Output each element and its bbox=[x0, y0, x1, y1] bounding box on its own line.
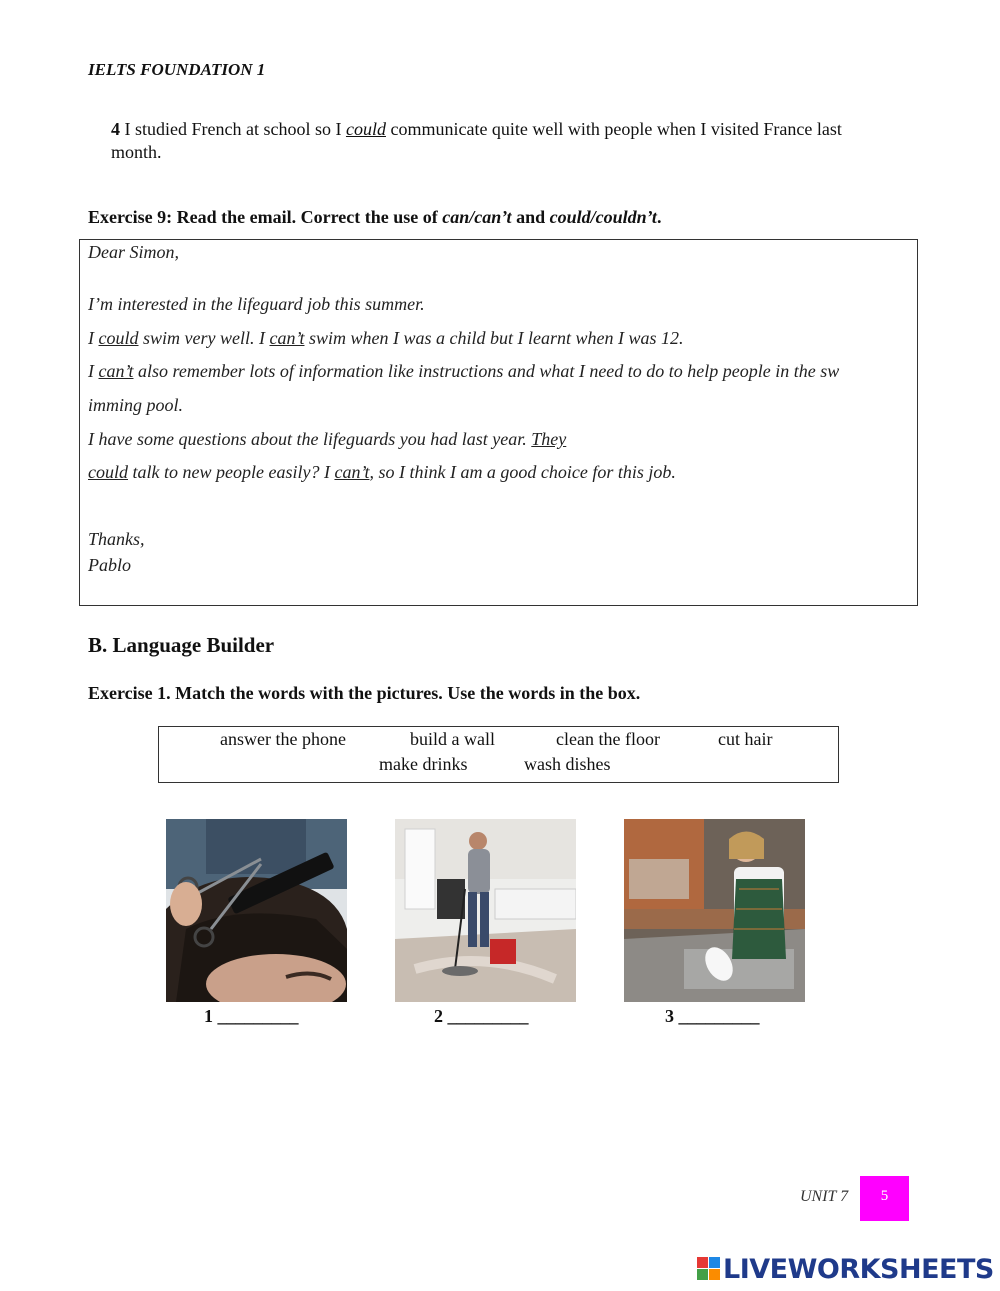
dishwashing-photo bbox=[624, 819, 805, 1002]
email-thanks: Thanks, bbox=[88, 529, 145, 549]
email-signoff: Pablo bbox=[88, 555, 131, 575]
document-header: IELTS FOUNDATION 1 bbox=[88, 60, 266, 79]
email-greeting: Dear Simon, bbox=[88, 242, 179, 262]
haircut-photo bbox=[166, 819, 347, 1002]
picture-label-3: 3 _________ bbox=[665, 1006, 760, 1026]
email-line-5: I have some questions about the lifeguards you had last year. They bbox=[88, 429, 567, 449]
mopping-photo bbox=[395, 819, 576, 1002]
word-option: clean the floor bbox=[556, 729, 660, 749]
logo-icon bbox=[697, 1256, 721, 1282]
section-b-title: B. Language Builder bbox=[88, 633, 275, 657]
item-modal: could bbox=[345, 119, 386, 139]
exercise-9-instruction: Exercise 9: Read the email. Correct the use of can/can’t and could/couldn’t. bbox=[88, 207, 662, 227]
error-word[interactable]: can’t bbox=[269, 328, 305, 348]
unit-label: UNIT 7 bbox=[800, 1188, 849, 1205]
brand-name: LIVEWORKSHEETS bbox=[723, 1253, 994, 1285]
email-line-6: could talk to new people easily? I can’t, so I think I am a good choice for this job. bbox=[88, 462, 676, 482]
picture-label-2: 2 _________ bbox=[434, 1006, 529, 1026]
exercise-1-instruction: Exercise 1. Match the words with the pictures. Use the words in the box. bbox=[88, 683, 641, 703]
word-option: answer the phone bbox=[220, 729, 346, 749]
liveworksheets-logo[interactable] bbox=[697, 1252, 994, 1286]
email-line-1: I’m interested in the lifeguard job this summer. bbox=[88, 294, 425, 314]
item-number: 4 bbox=[111, 119, 120, 139]
email-box bbox=[79, 239, 918, 606]
page-number-box: 5 bbox=[860, 1176, 909, 1221]
item-text-after: communicate quite well with people when I visited France last bbox=[385, 119, 842, 139]
word-option: cut hair bbox=[718, 729, 773, 749]
email-line-2: I could swim very well. I can’t swim when I was a child but I learnt when I was 12. bbox=[88, 328, 684, 348]
word-option: make drinks bbox=[379, 754, 468, 774]
word-option: wash dishes bbox=[524, 754, 611, 774]
picture-label-1: 1 _________ bbox=[204, 1006, 299, 1026]
error-word[interactable]: They bbox=[531, 429, 567, 449]
item-text-before: I studied French at school so I bbox=[120, 119, 346, 139]
error-word[interactable]: can’t bbox=[334, 462, 370, 482]
item-text-line2: month. bbox=[111, 142, 162, 162]
error-word[interactable]: could bbox=[98, 328, 139, 348]
word-option: build a wall bbox=[410, 729, 495, 749]
email-line-4: imming pool. bbox=[88, 395, 184, 415]
error-word[interactable]: could bbox=[88, 462, 128, 482]
exercise-item-4 bbox=[111, 118, 921, 164]
email-line-3: I can’t also remember lots of information like instructions and what I need to do to help people in the sw bbox=[88, 361, 840, 381]
word-box bbox=[158, 726, 839, 783]
error-word[interactable]: can’t bbox=[98, 361, 134, 381]
